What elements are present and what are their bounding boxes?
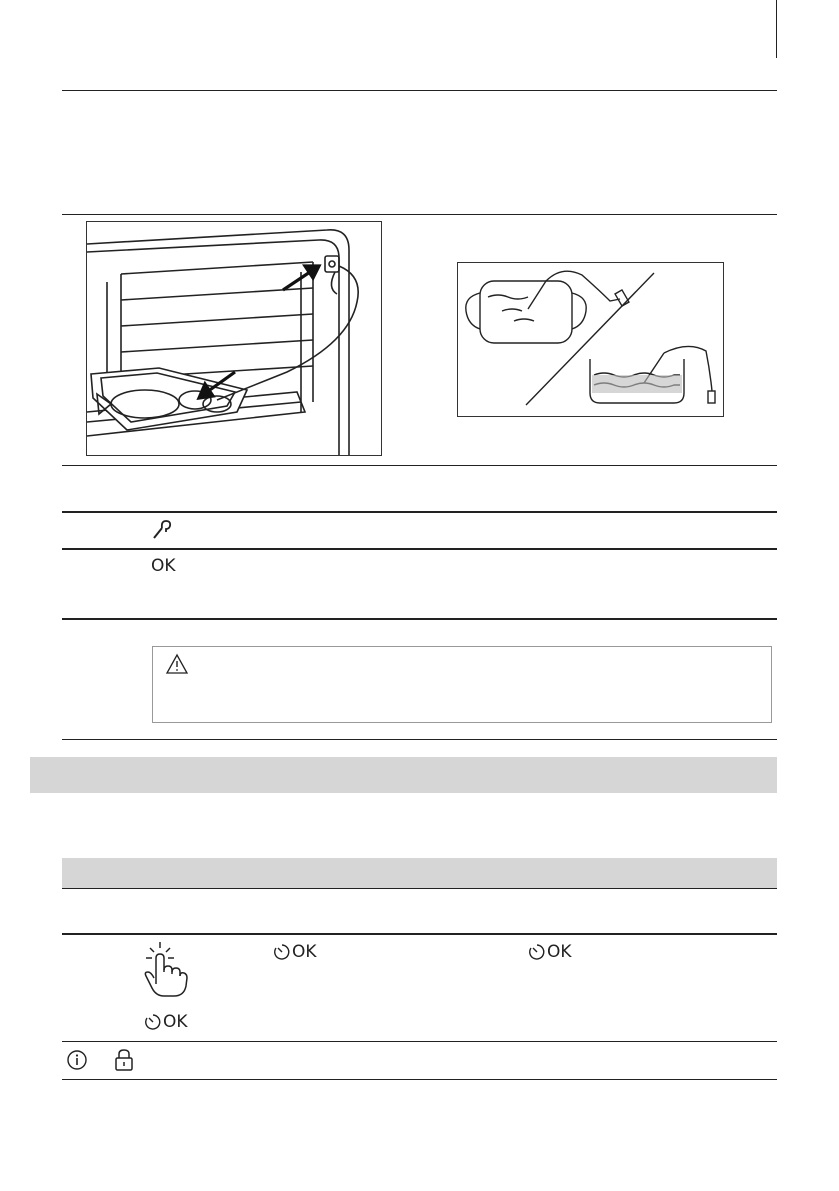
table-row-divider (62, 90, 777, 91)
probe-placement-drawing (458, 263, 723, 416)
timer-ok-key-1 (143, 1012, 188, 1032)
timer-icon (143, 1012, 163, 1032)
warning-triangle-icon (165, 653, 189, 675)
meat-probe-icon (151, 518, 173, 540)
ok-label: OK (547, 942, 572, 962)
table-row-divider (62, 1079, 777, 1080)
oven-probe-illustration (86, 221, 382, 456)
table-row-divider (62, 548, 777, 550)
table-header-band (62, 858, 777, 888)
table-row-divider (62, 214, 777, 215)
table-row-divider (62, 1041, 777, 1042)
warning-box (152, 646, 772, 723)
page-edge-rule (776, 0, 777, 58)
oven-probe-drawing (87, 222, 381, 455)
probe-placement-illustration (457, 262, 724, 417)
ok-label: OK (163, 1012, 188, 1032)
ok-label: OK (292, 942, 317, 962)
ok-label: OK (151, 556, 176, 576)
timer-ok-key-3 (527, 942, 572, 962)
table-row-divider (62, 511, 777, 513)
finger-touch-icon (140, 940, 192, 998)
child-lock-icon (113, 1048, 135, 1072)
table-row-divider (62, 933, 777, 935)
table-row-divider (62, 618, 777, 620)
table-row-divider (62, 465, 777, 466)
timer-icon (272, 942, 292, 962)
timer-icon (527, 942, 547, 962)
section-header-band (30, 757, 777, 793)
table-row-divider (62, 739, 777, 740)
info-icon (66, 1049, 88, 1071)
timer-ok-key-2 (272, 942, 317, 962)
table-row-divider (62, 888, 777, 889)
